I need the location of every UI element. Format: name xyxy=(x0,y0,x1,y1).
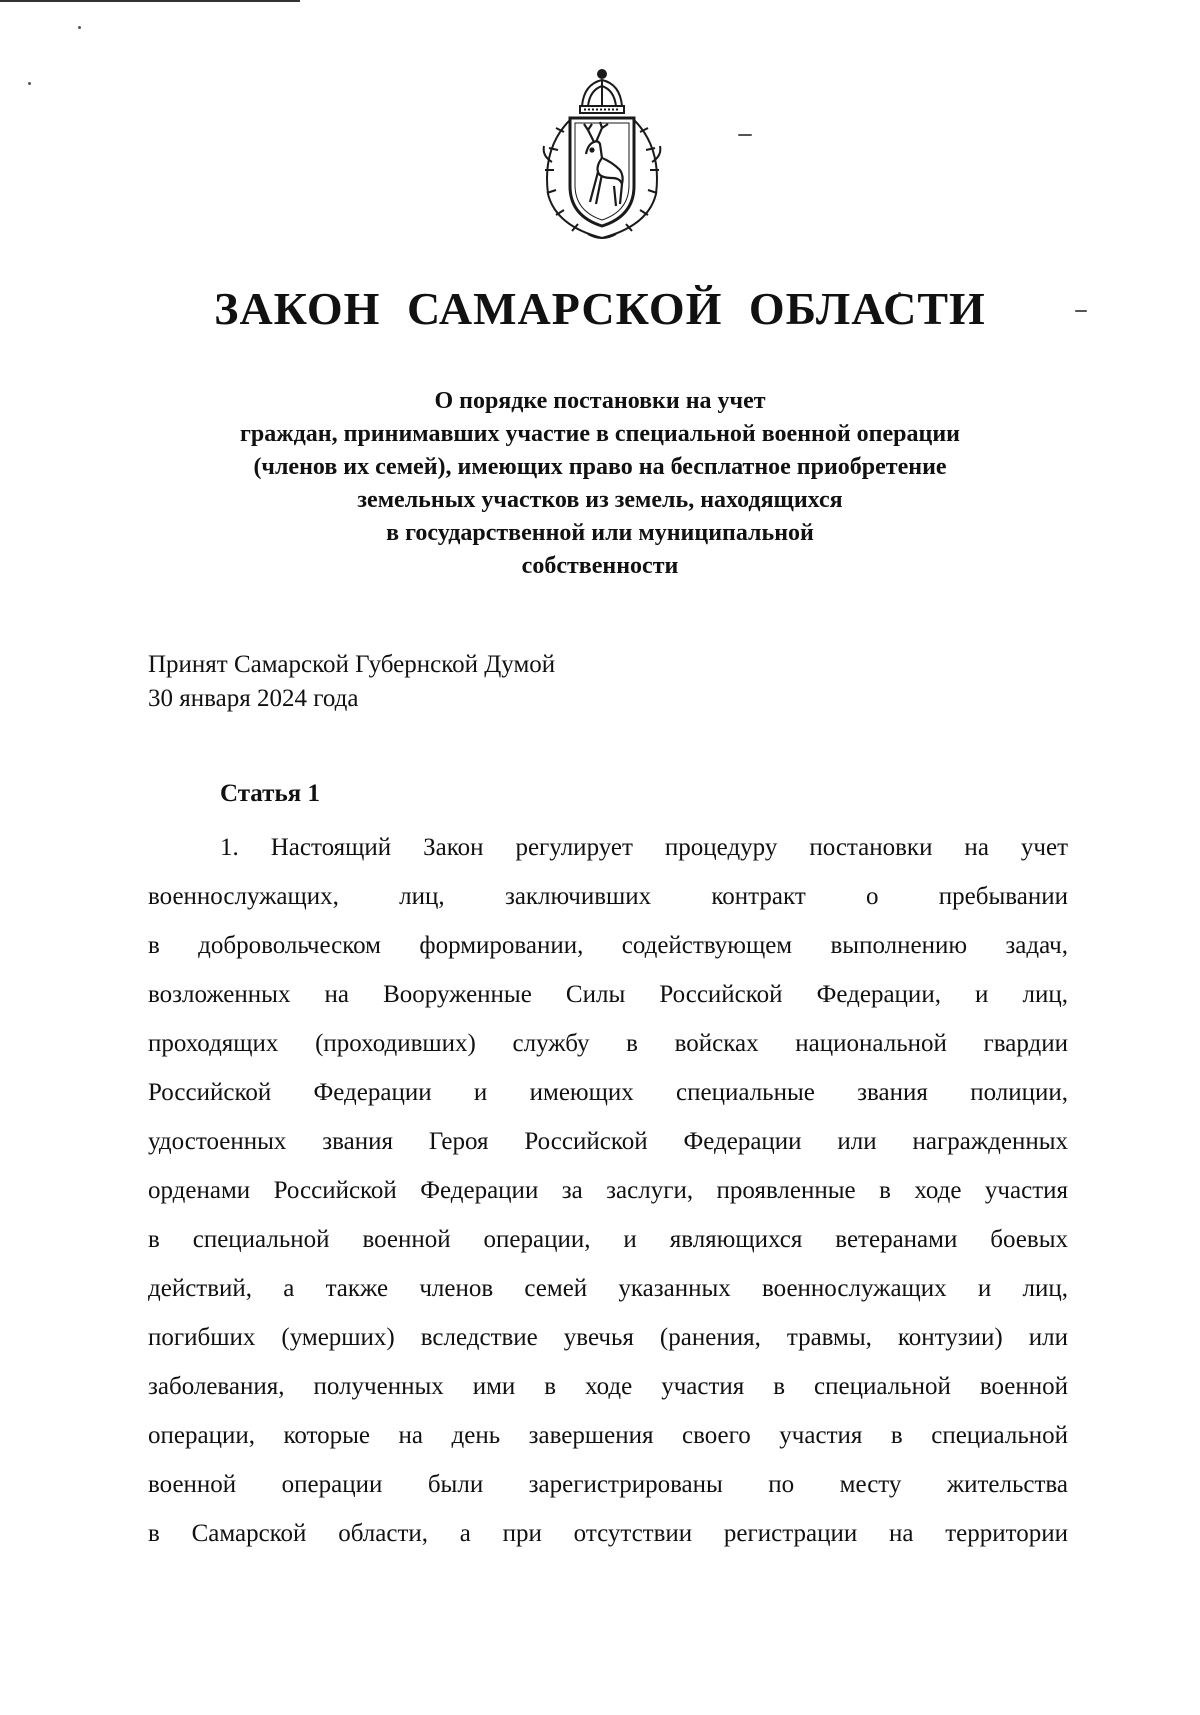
law-title: ЗАКОН САМАРСКОЙ ОБЛАСТИ xyxy=(214,283,986,334)
article-body xyxy=(148,823,1068,1558)
article-line: 1. Настоящий Закон регулирует процедуру постановки на учет xyxy=(220,834,1068,861)
subject-line: собственности xyxy=(521,553,679,579)
article-line: Российской Федерации и имеющих специальные звания полиции, xyxy=(148,1079,1068,1106)
crown-icon xyxy=(580,70,624,113)
subject-line: граждан, принимавших участие в специальной военной операции xyxy=(240,421,960,447)
article-line: удостоенных звания Героя Российской Федерации или награжденных xyxy=(148,1128,1068,1155)
article-heading: Статья 1 xyxy=(220,780,320,807)
law-subject xyxy=(140,385,1060,583)
subject-line: О порядке постановки на учет xyxy=(434,388,766,414)
adoption-note xyxy=(148,648,555,716)
adoption-date: 30 января 2024 года xyxy=(148,685,359,712)
scan-speck xyxy=(28,82,31,85)
subject-line: в государственной или муниципальной xyxy=(386,520,814,546)
article-line: возложенных на Вооруженные Силы Российской Федерации, и лиц, xyxy=(148,981,1068,1008)
adoption-body: Принят Самарской Губернской Думой xyxy=(148,651,556,678)
coat-of-arms-emblem xyxy=(522,66,682,244)
article-line: в Самарской области, а при отсутствии регистрации на территории xyxy=(148,1520,1068,1547)
article-line: в специальной военной операции, и являющихся ветеранами боевых xyxy=(148,1226,1068,1253)
article-line: погибших (умерших) вследствие увечья (ранения, травмы, контузии) или xyxy=(148,1324,1068,1351)
article-line: действий, а также членов семей указанных военнослужащих и лиц, xyxy=(148,1275,1068,1302)
article-line: военной операции были зарегистрированы по месту жительства xyxy=(148,1471,1068,1498)
article-line: проходящих (проходивших) службу в войсках национальной гвардии xyxy=(148,1030,1068,1057)
scan-speck xyxy=(738,134,752,136)
subject-line: (членов их семей), имеющих право на бесплатное приобретение xyxy=(253,454,947,480)
article-line: орденами Российской Федерации за заслуги, проявленные в ходе участия xyxy=(148,1177,1068,1204)
subject-line: земельных участков из земель, находящихся xyxy=(357,487,843,513)
scan-speck xyxy=(78,26,81,29)
article-line: военнослужащих, лиц, заключивших контракт о пребывании xyxy=(148,883,1068,910)
article-line: операции, которые на день завершения своего участия в специальной xyxy=(148,1422,1068,1449)
article-line: в добровольческом формировании, содействующем выполнению задач, xyxy=(148,932,1068,959)
scan-edge-line xyxy=(0,0,300,2)
article-line: заболевания, полученных ими в ходе участия в специальной военной xyxy=(148,1373,1068,1400)
